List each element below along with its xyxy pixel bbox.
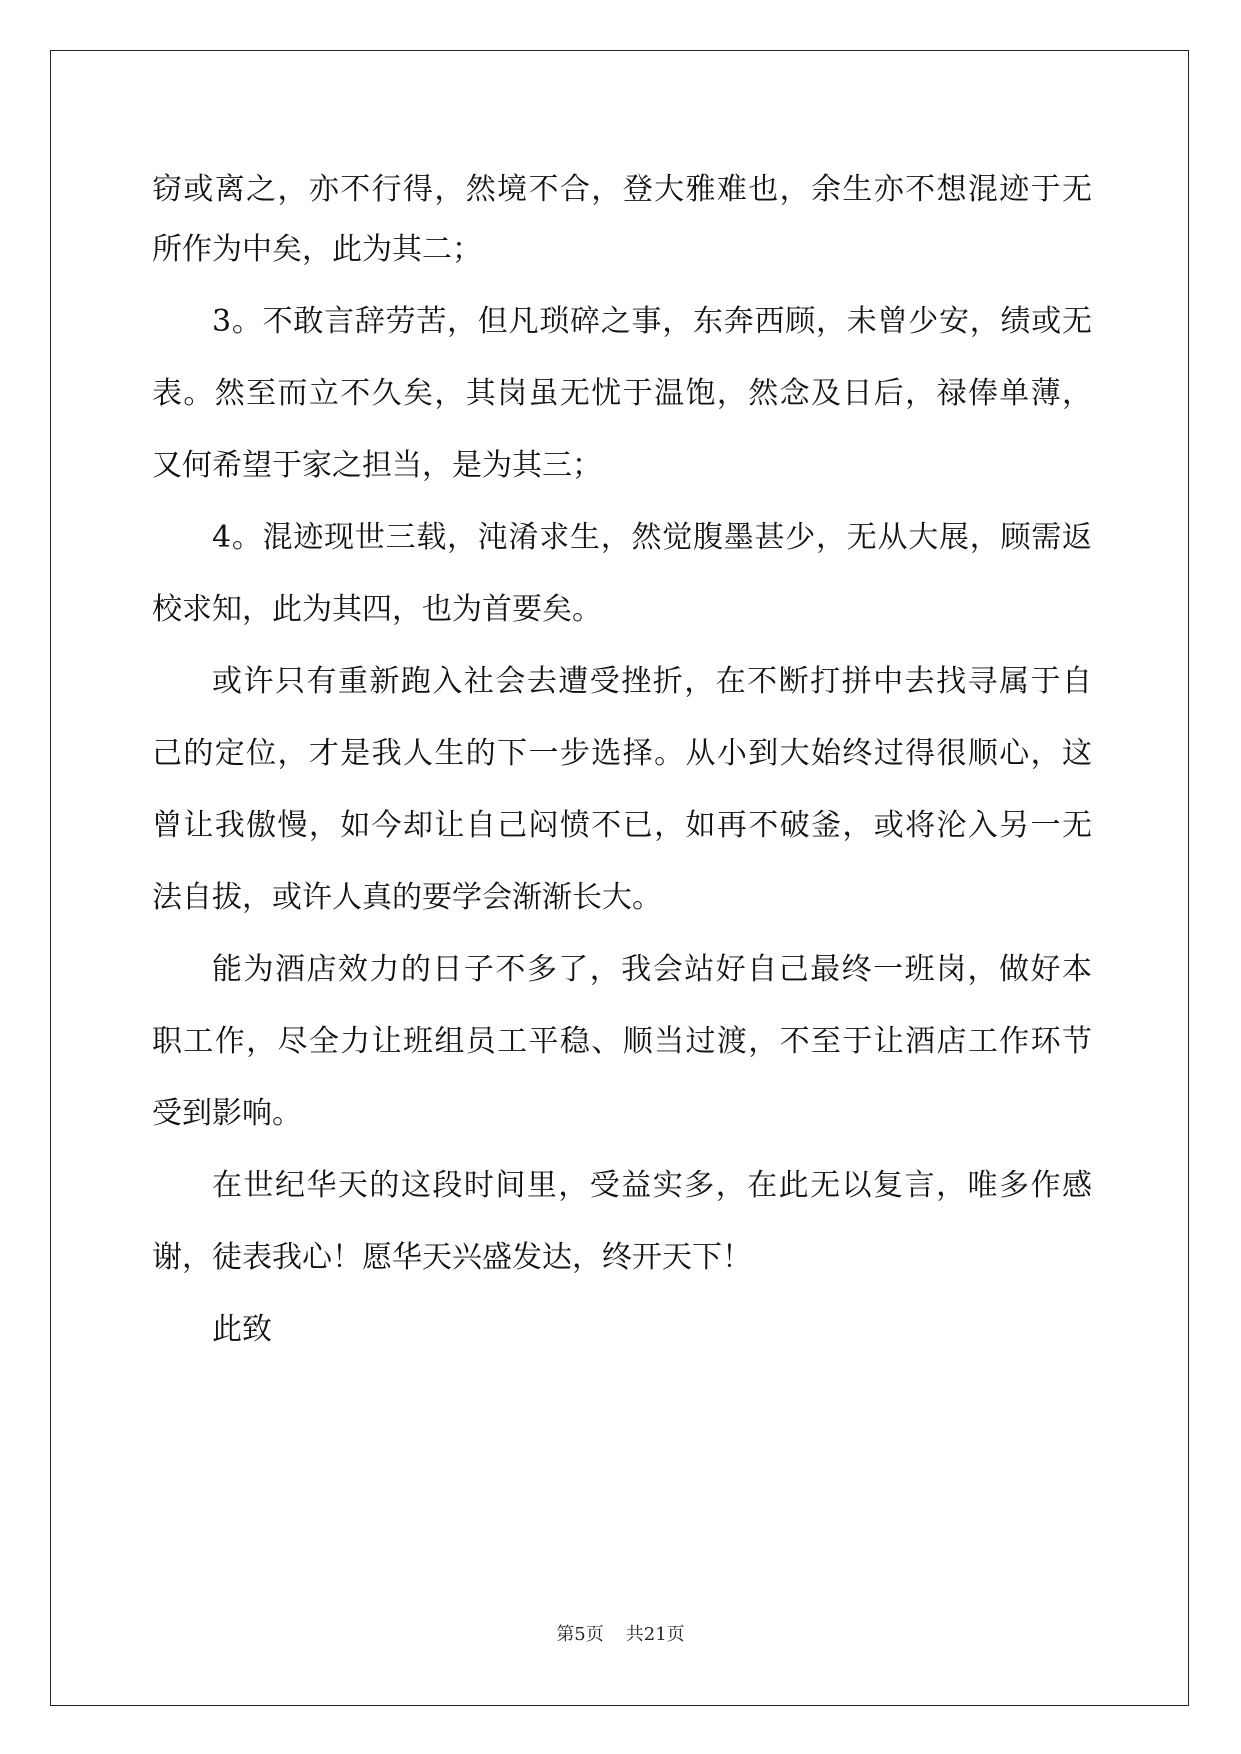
body-line: 又何希望于家之担当，是为其三；: [152, 448, 602, 483]
body-line: 职工作，尽全力让班组员工平稳、顺当过渡，不至于让酒店工作环节: [152, 1024, 1092, 1059]
body-line: 所作为中矣，此为其二；: [152, 232, 482, 267]
body-line: 窃或离之，亦不行得，然境不合，登大雅难也，余生亦不想混迹于无: [152, 172, 1092, 207]
closing-line: 此致: [212, 1312, 272, 1347]
body-line: 在世纪华天的这段时间里，受益实多，在此无以复言，唯多作感: [212, 1168, 1092, 1203]
body-line: 表。然至而立不久矣，其岗虽无忧于温饱，然念及日后，禄俸单薄，: [152, 376, 1092, 411]
body-line: 法自拔，或许人真的要学会渐渐长大。: [152, 880, 662, 915]
page-footer: [0, 1620, 1241, 1646]
body-line: 能为酒店效力的日子不多了，我会站好自己最终一班岗，做好本: [212, 952, 1092, 987]
body-line: 己的定位，才是我人生的下一步选择。从小到大始终过得很顺心，这: [152, 736, 1092, 771]
body-line: 谢，徒表我心！愿华天兴盛发达，终开天下！: [152, 1240, 752, 1275]
body-line: 受到影响。: [152, 1096, 302, 1131]
body-line: 校求知，此为其四，也为首要矣。: [152, 592, 602, 627]
total-pages: 共21页: [625, 1624, 685, 1645]
body-line: 3。不敢言辞劳苦，但凡琐碎之事，东奔西顾，未曾少安，绩或无: [212, 304, 1092, 339]
body-line: 4。混迹现世三载，沌淆求生，然觉腹墨甚少，无从大展，顾需返: [212, 520, 1092, 555]
body-line: 曾让我傲慢，如今却让自己闷愤不已，如再不破釜，或将沦入另一无: [152, 808, 1092, 843]
page-number: 第5页: [556, 1624, 604, 1645]
body-line: 或许只有重新跑入社会去遭受挫折，在不断打拼中去找寻属于自: [212, 664, 1092, 699]
